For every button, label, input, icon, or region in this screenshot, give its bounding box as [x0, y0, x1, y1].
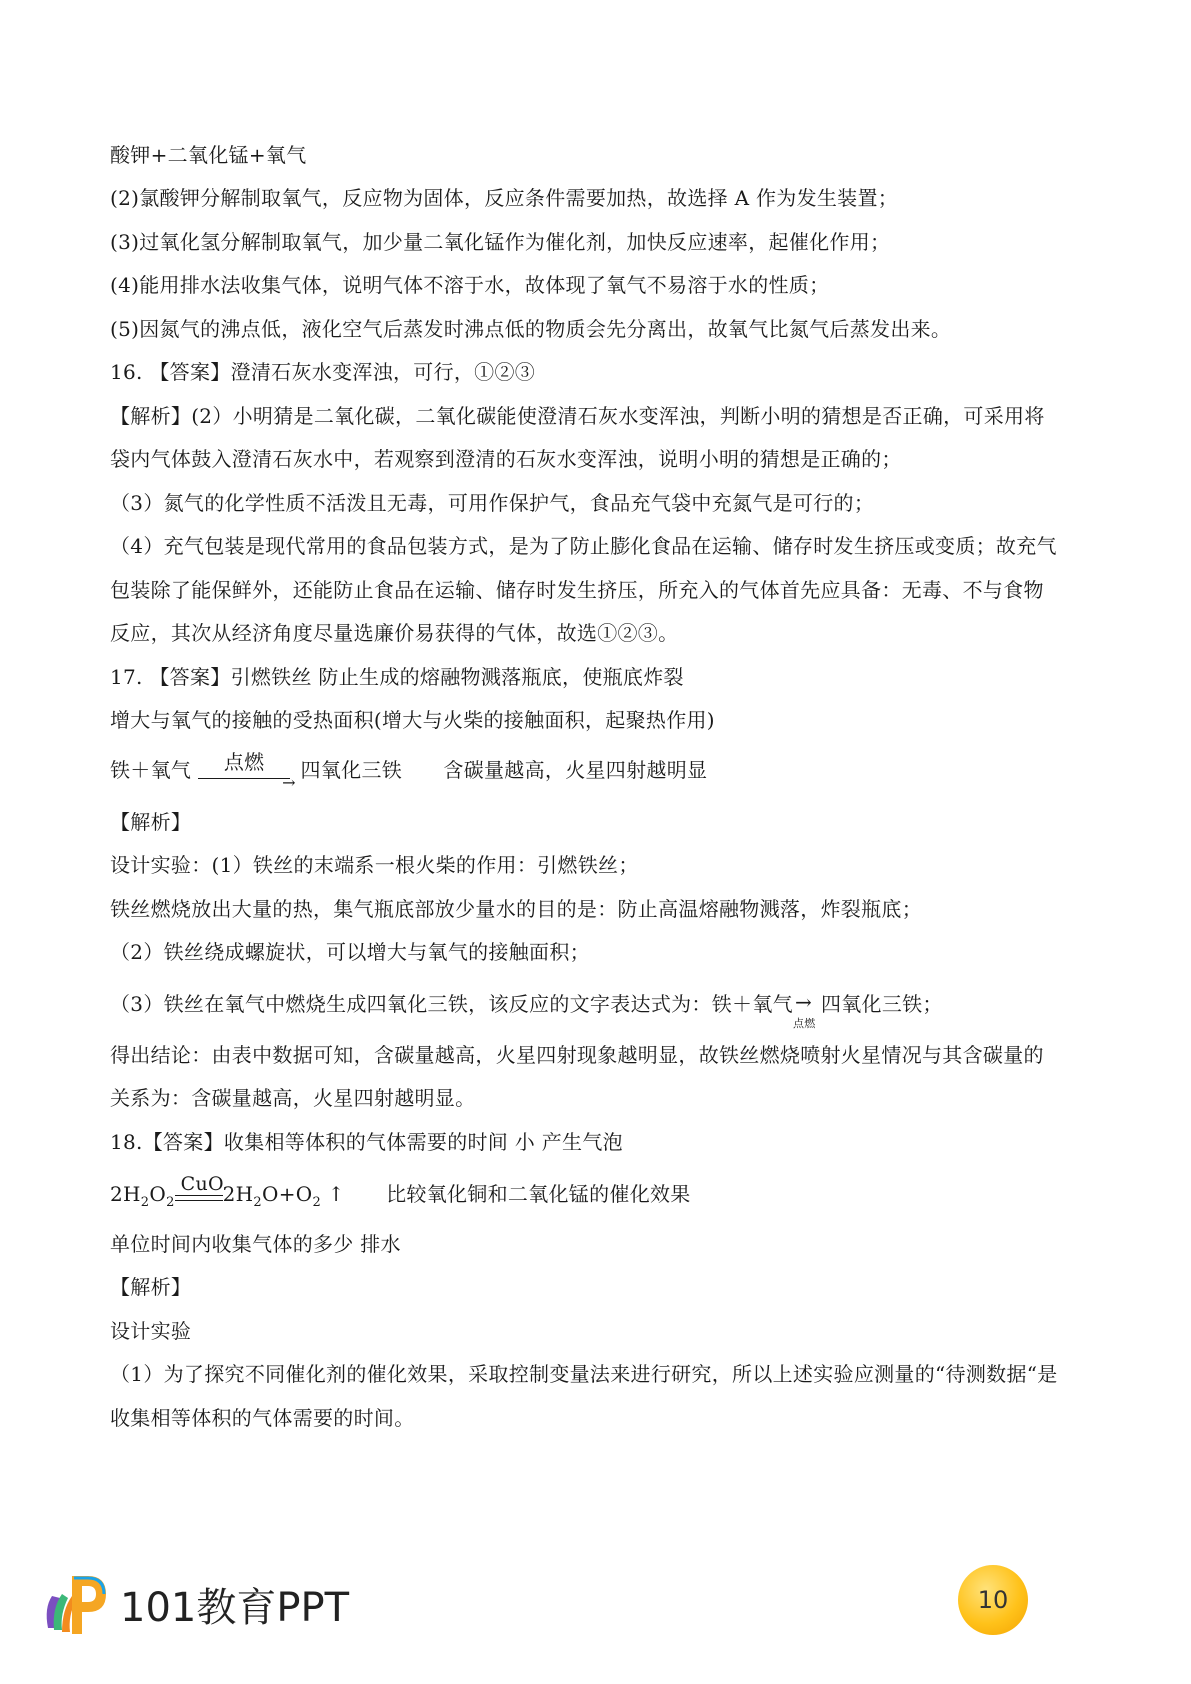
text-line: 设计实验	[110, 1319, 192, 1343]
text-line: （2）铁丝绕成螺旋状，可以增大与氧气的接触面积；	[110, 940, 590, 964]
equation-note: 比较氧化铜和二氧化锰的催化效果	[386, 1182, 691, 1206]
text-line: （4）充气包装是现代常用的食品包装方式，是为了防止膨化食品在运输、储存时发生挤压或变质；故充气	[110, 534, 1057, 558]
text-line: 设计实验：(1）铁丝的末端系一根火柴的作用：引燃铁丝；	[110, 853, 639, 877]
arrow-line	[198, 778, 290, 779]
subscript: 2	[253, 1195, 262, 1210]
text-line: 得出结论：由表中数据可知，含碳量越高，火星四射现象越明显，故铁丝燃烧喷射火星情况与其含碳量的	[110, 1043, 1044, 1067]
text-line: 增大与氧气的接触的受热面积(增大与火柴的接触面积，起聚热作用)	[110, 708, 715, 732]
logo-mark-icon	[38, 1568, 110, 1640]
catalyst-label: CuO	[180, 1172, 224, 1195]
text-line: 铁丝燃烧放出大量的热，集气瓶底部放少量水的目的是：防止高温熔融物溅落，炸裂瓶底；	[110, 897, 922, 921]
text-line: (2)氯酸钾分解制取氧气，反应物为固体，反应条件需要加热，故选择 A 作为发生装置；	[110, 186, 899, 210]
conclusion-text: 含碳量越高，火星四射越明显	[443, 758, 708, 782]
formula-part: O+O	[262, 1182, 313, 1206]
text-line: （1）为了探究不同催化剂的催化效果，采取控制变量法来进行研究，所以上述实验应测量的“待测数据“是	[110, 1362, 1058, 1386]
reaction-arrow	[792, 989, 821, 1030]
subscript: 2	[312, 1195, 322, 1210]
text-line: (4)能用排水法收集气体，说明气体不溶于水，故体现了氧气不易溶于水的性质；	[110, 273, 830, 297]
text-line: (5)因氮气的沸点低，液化空气后蒸发时沸点低的物质会先分离出，故氧气比氮气后蒸发出来。	[110, 317, 952, 341]
equation-text: （3）铁丝在氧气中燃烧生成四氧化三铁，该反应的文字表达式为：铁＋氧气	[110, 992, 793, 1016]
catalyst-condition	[175, 1172, 224, 1210]
analysis-heading: 【解析】	[110, 1275, 192, 1299]
text-line: 收集相等体积的气体需要的时间。	[110, 1406, 415, 1430]
analysis-heading: 【解析】	[110, 810, 192, 834]
subscript: 2	[166, 1195, 175, 1210]
logo-text: 101教育PPT	[120, 1584, 350, 1631]
answer-16: 16. 【答案】澄清石灰水变浑浊，可行，①②③	[110, 360, 536, 384]
arrow-head-icon: →	[794, 989, 812, 1014]
brand-logo	[38, 1568, 349, 1640]
text-line: （3）氮气的化学性质不活泼且无毒，可用作保护气，食品充气袋中充氮气是可行的；	[110, 491, 875, 515]
text-line: 反应，其次从经济角度尽量选廉价易获得的气体，故选①②③。	[110, 621, 679, 645]
reaction-arrow	[198, 749, 296, 792]
word-equation-line	[110, 749, 708, 792]
equation-product: 四氧化三铁；	[820, 992, 943, 1016]
word-equation-line	[110, 989, 943, 1030]
reaction-condition: 点燃	[223, 749, 265, 774]
text-line: 关系为：含碳量越高，火星四射越明显。	[110, 1086, 476, 1110]
text-line: 包装除了能保鲜外，还能防止食品在运输、储存时发生挤压，所充入的气体首先应具备：无毒、不与食物	[110, 578, 1044, 602]
answer-18: 18.【答案】收集相等体积的气体需要的时间 小 产生气泡	[110, 1130, 623, 1154]
formula-part: O	[149, 1182, 167, 1206]
chemical-equation-line	[110, 1172, 691, 1217]
equation-product: 四氧化三铁	[300, 758, 403, 782]
formula-part: 2H	[222, 1182, 254, 1206]
gas-arrow-icon: ↑	[327, 1182, 345, 1206]
text-line: 【解析】(2）小明猜是二氧化碳，二氧化碳能使澄清石灰水变浑浊，判断小明的猜想是否正确，可采用将	[110, 404, 1045, 428]
text-line: 单位时间内收集气体的多少 排水	[110, 1232, 401, 1256]
text-line: 酸钾+二氧化锰+氧气	[110, 143, 307, 167]
formula-part: 2H	[110, 1182, 141, 1206]
answer-17: 17. 【答案】引燃铁丝 防止生成的熔融物溅落瓶底，使瓶底炸裂	[110, 665, 684, 689]
page-number-badge: 10	[958, 1565, 1028, 1635]
reaction-condition: 点燃	[792, 1016, 816, 1030]
subscript: 2	[140, 1195, 150, 1210]
text-line: 袋内气体鼓入澄清石灰水中，若观察到澄清的石灰水变浑浊，说明小明的猜想是正确的；	[110, 447, 902, 471]
equation-reactants: 铁＋氧气	[110, 758, 192, 782]
arrow-head-icon: →	[282, 772, 296, 792]
text-line: (3)过氧化氢分解制取氧气，加少量二氧化锰作为催化剂，加快反应速率，起催化作用；	[110, 230, 891, 254]
